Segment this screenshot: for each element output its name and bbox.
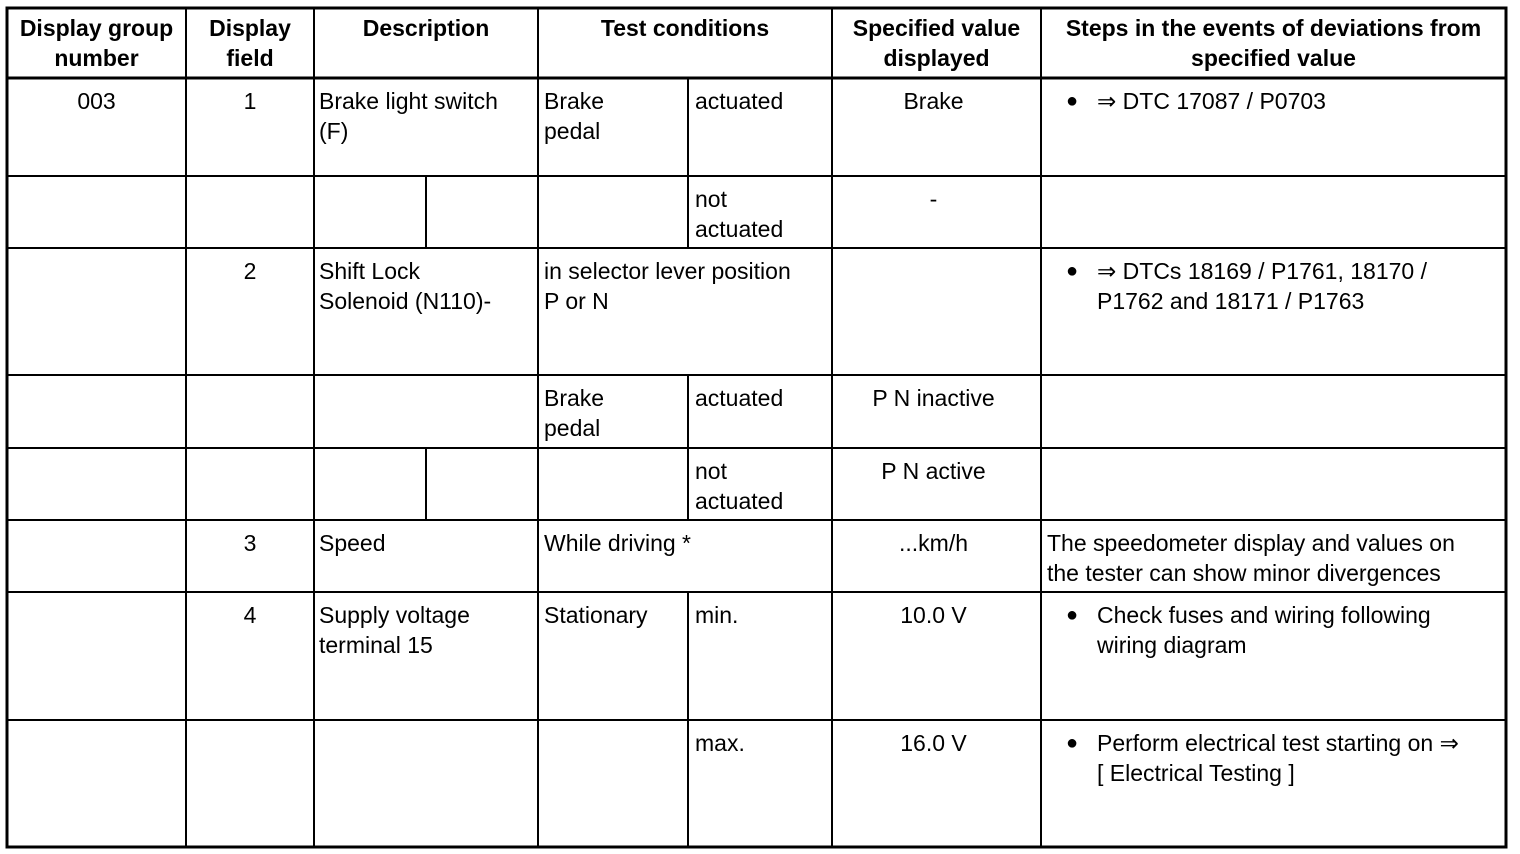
row6-description: Speed bbox=[319, 530, 386, 556]
row8-cond-b: max. bbox=[695, 730, 745, 756]
row3-step bbox=[1057, 256, 1497, 316]
header-description: Description bbox=[362, 15, 490, 41]
row1-value: Brake bbox=[903, 88, 964, 114]
row3-field: 2 bbox=[243, 258, 257, 284]
row5-cond-b: not actuated bbox=[695, 458, 784, 514]
row7-cond-b: min. bbox=[695, 602, 739, 628]
bullet-icon: ● bbox=[1065, 604, 1079, 626]
row6-cond: While driving * bbox=[544, 530, 691, 556]
header-display-group-number: Display group number bbox=[19, 15, 174, 71]
row8-step bbox=[1057, 728, 1502, 788]
row4-cond-b: actuated bbox=[695, 385, 784, 411]
row5-value: P N active bbox=[881, 458, 986, 484]
header-specified-value: Specified value displayed bbox=[852, 15, 1021, 71]
row7-value: 10.0 V bbox=[900, 602, 967, 628]
bullet-icon: ● bbox=[1065, 732, 1079, 754]
row1-step bbox=[1057, 86, 1497, 116]
row3-description: Shift Lock Solenoid (N110)- bbox=[319, 258, 492, 314]
row4-value: P N inactive bbox=[872, 385, 995, 411]
row7-description: Supply voltage terminal 15 bbox=[319, 602, 470, 658]
row7-field: 4 bbox=[243, 602, 257, 628]
row1-cond-a: Brake pedal bbox=[544, 88, 605, 144]
row1-group: 003 bbox=[77, 88, 116, 114]
row1-cond-b: actuated bbox=[695, 88, 784, 114]
row7-cond-a: Stationary bbox=[544, 602, 648, 628]
row8-value: 16.0 V bbox=[900, 730, 967, 756]
bullet-icon: ● bbox=[1065, 260, 1079, 282]
row4-cond-a: Brake pedal bbox=[544, 385, 605, 441]
row6-step: The speedometer display and values on the tester can show minor divergences bbox=[1047, 530, 1455, 586]
header-display-field: Display field bbox=[209, 15, 291, 71]
row3-step-text: ⇒ DTCs 18169 / P1761, 18170 / P1762 and 18171 / P1763 bbox=[1097, 258, 1427, 314]
row7-step-text: Check fuses and wiring following wiring diagram bbox=[1097, 602, 1431, 658]
bullet-icon: ● bbox=[1065, 90, 1079, 112]
row7-step bbox=[1057, 600, 1497, 660]
row2-value: - bbox=[929, 186, 938, 212]
row2-cond-b: not actuated bbox=[695, 186, 784, 242]
row1-step-text: ⇒ DTC 17087 / P0703 bbox=[1097, 88, 1326, 114]
row3-cond: in selector lever position P or N bbox=[544, 258, 791, 314]
row1-field: 1 bbox=[243, 88, 257, 114]
row8-step-text: Perform electrical test starting on ⇒ [ Electrical Testing ] bbox=[1097, 730, 1459, 786]
row6-value: ...km/h bbox=[898, 530, 968, 556]
row6-field: 3 bbox=[243, 530, 257, 556]
header-steps: Steps in the events of deviations from specified value bbox=[1065, 15, 1482, 71]
header-test-conditions: Test conditions bbox=[600, 15, 770, 41]
row1-description: Brake light switch (F) bbox=[319, 88, 498, 144]
